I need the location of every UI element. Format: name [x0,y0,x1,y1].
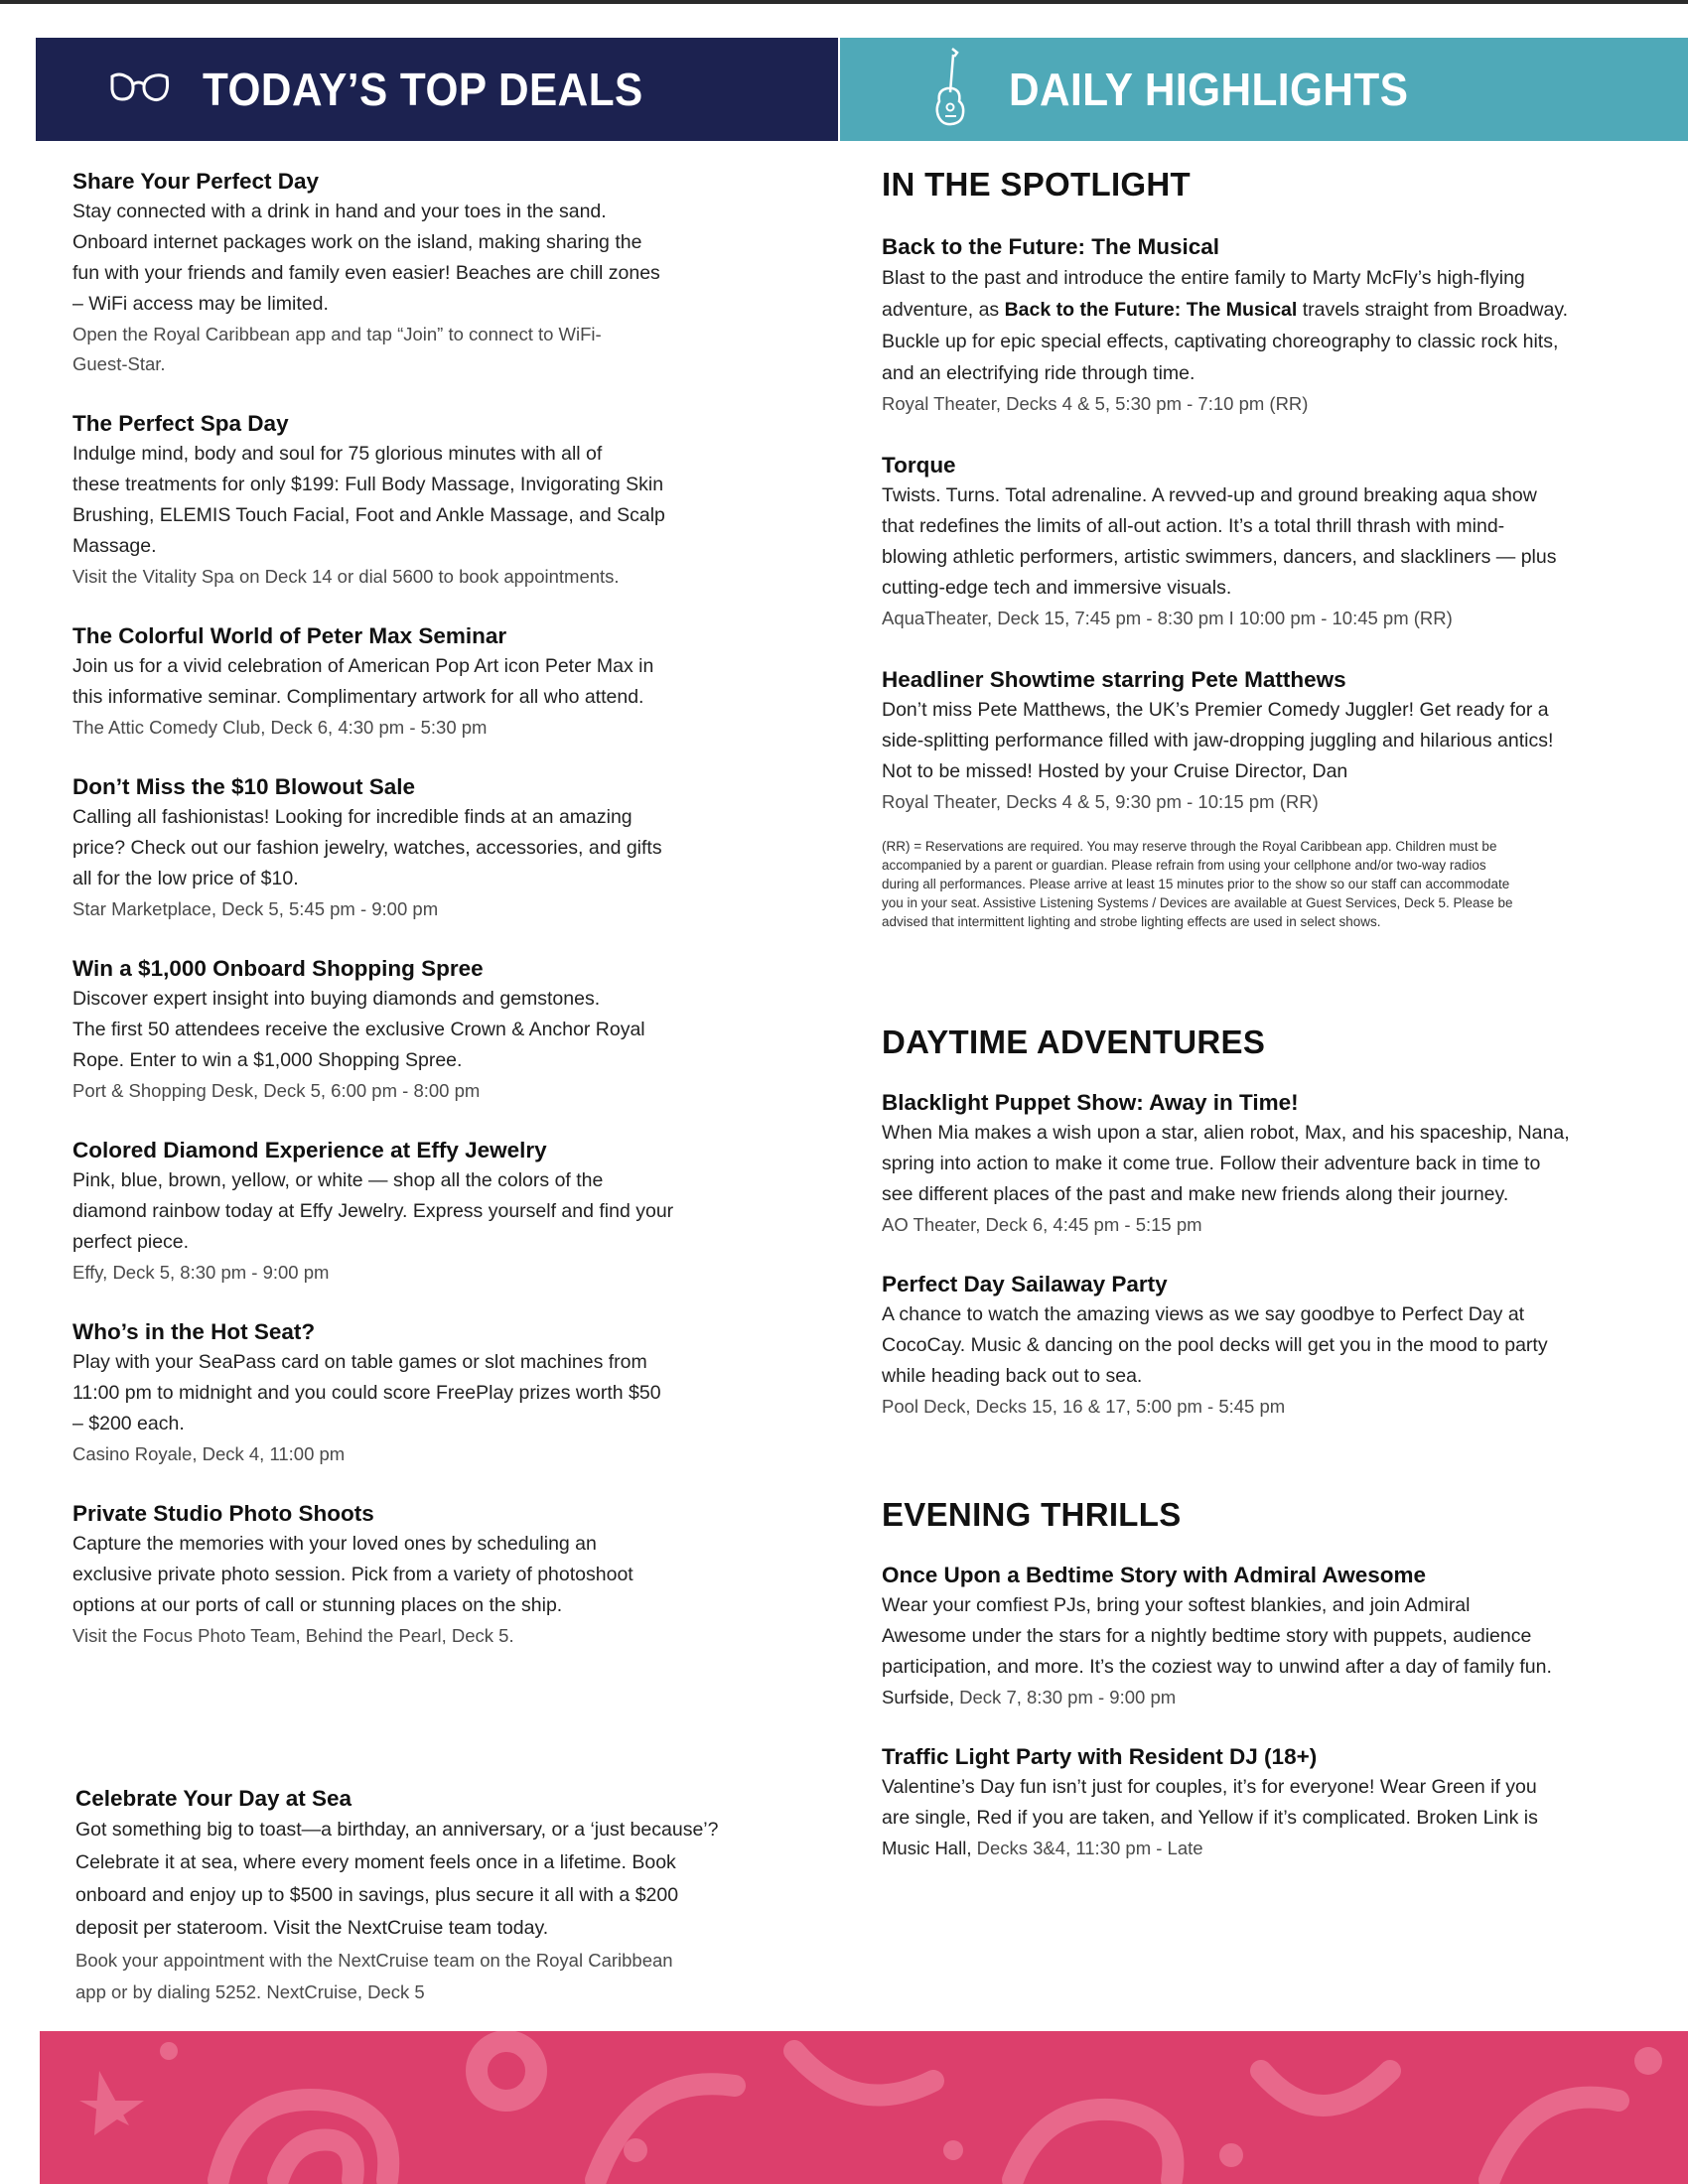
deal-location: Port & Shopping Desk, Deck 5, 6:00 pm - 8:00 pm [72,1080,481,1101]
deal-description: Play with your SeaPass card on table games or slot machines from 11:00 pm to midnight and you could score FreePlay prizes worth $50 – $200 each. [72,1351,661,1434]
event-location: Music Hall, Decks 3&4, 11:30 pm - Late [882,1838,1203,1858]
deal-title: The Perfect Spa Day [72,411,289,436]
deal-description: Capture the memories with your loved ones by scheduling an exclusive private photo session. Pick from a variety of photoshoot options at our ports of call or stunning places on the ship. [72,1533,633,1616]
deal-description: Got something big to toast—a birthday, an anniversary, or a ‘just because’? Celebrate it at sea, where every moment feels once in a lifetime. Book onboard and enjoy up to $500 in savings, plus secure it all with a $200 deposit per stateroom. Visit the NextCruise team today. [75,1819,719,1939]
deal-title: The Colorful World of Peter Max Seminar [72,623,507,648]
event-title: Once Upon a Bedtime Story with Admiral Awesome [882,1563,1427,1587]
section-title-evening: EVENING THRILLS [882,1496,1182,1533]
highlights-header-title: DAILY HIGHLIGHTS [1009,64,1409,115]
event-bedtime-story [882,1561,1666,1712]
deal-description: Discover expert insight into buying diamonds and gemstones. The first 50 attendees receive the exclusive Crown & Anchor Royal Rope. Enter to win a $1,000 Shopping Spree. [72,988,645,1071]
event-title: Blacklight Puppet Show: Away in Time! [882,1090,1299,1115]
event-title: Headliner Showtime starring Pete Matthews [882,667,1346,692]
deal-peter-max-seminar [72,621,787,743]
deal-shopping-spree [72,954,787,1106]
event-description: Don’t miss Pete Matthews, the UK’s Premier Comedy Juggler! Get ready for a side-splitting performance filled with jaw-dropping juggling and hilarious antics! Not to be missed! Hosted by your Cruise Director, Dan [882,699,1554,782]
event-title: Perfect Day Sailaway Party [882,1272,1168,1297]
deal-share-perfect-day [72,167,787,379]
deal-title: Share Your Perfect Day [72,169,320,194]
footer-pattern-band [40,2031,1688,2184]
event-location: AquaTheater, Deck 15, 7:45 pm - 8:30 pm I 10:00 pm - 10:45 pm (RR) [882,608,1453,628]
deal-title: Win a $1,000 Onboard Shopping Spree [72,956,484,981]
deal-title: Colored Diamond Experience at Effy Jewelry [72,1138,547,1162]
section-title-spotlight: IN THE SPOTLIGHT [882,166,1191,203]
event-location: Surfside, Deck 7, 8:30 pm - 9:00 pm [882,1687,1177,1707]
deal-title: Celebrate Your Day at Sea [75,1786,352,1811]
glasses-icon [109,70,171,109]
highlights-column [882,163,1666,1863]
event-sailaway-party [882,1270,1666,1422]
deals-header [36,38,838,141]
deal-photo-shoots [72,1499,787,1651]
event-title: Traffic Light Party with Resident DJ (18+) [882,1744,1318,1769]
section-title-daytime: DAYTIME ADVENTURES [882,1024,1266,1060]
deal-description: Pink, blue, brown, yellow, or white — shop all the colors of the diamond rainbow today at Effy Jewelry. Express yourself and find your perfect piece. [72,1169,674,1253]
deal-location: Effy, Deck 5, 8:30 pm - 9:00 pm [72,1262,330,1283]
deals-header-title: TODAY’S TOP DEALS [203,64,643,115]
event-blacklight-puppet-show [882,1088,1666,1240]
deal-location: Visit the Vitality Spa on Deck 14 or dial 5600 to book appointments. [72,566,620,587]
event-description: Valentine’s Day fun isn’t just for couples, it’s for everyone! Wear Green if you are single, Red if you are taken, and Yellow if it’s complicated. Broken Link is [882,1776,1538,1829]
event-description: Twists. Turns. Total adrenaline. A revved-up and ground breaking aqua show that redefines the limits of all-out action. It’s a total thrill thrash with mind- blowing athletic performers, artistic swimmers, dancers, and slackliners — plus cutting-edge tech and immersive visuals. [882,484,1557,599]
reservation-disclaimer: (RR) = Reservations are required. You may reserve through the Royal Caribbean app. Children must be accompanied by a parent or guardian. Please refrain from using your cellphone and/or two-way radios during all performances. Please arrive at least 15 minutes prior to the show so our staff can accommodate you in your seat. Assistive Listening Systems / Devices are available at Guest Services, Deck 5. Please be advised that intermittent lighting and strobe lighting effects are used in select shows. [882,839,1513,929]
event-headliner-showtime [882,665,1666,817]
deal-description: Join us for a vivid celebration of American Pop Art icon Peter Max in this informative seminar. Complimentary artwork for all who attend. [72,655,654,708]
event-torque [882,451,1666,633]
event-title: Back to the Future: The Musical [882,234,1220,259]
deal-title: Don’t Miss the $10 Blowout Sale [72,774,416,799]
deal-hot-seat [72,1317,787,1469]
event-description: When Mia makes a wish upon a star, alien robot, Max, and his spaceship, Nana, spring into action to make it come true. Follow their adventure back in time to see different places of the past and make new friends along their journey. [882,1122,1570,1205]
deals-column [72,167,787,2008]
deal-effy-diamond [72,1136,787,1288]
deal-description: Stay connected with a drink in hand and your toes in the sand. Onboard internet packages work on the island, making sharing the fun with your friends and family even easier! Beaches are chill zones – WiFi access may be limited. [72,201,660,315]
deal-blowout-sale [72,772,787,924]
event-location: Royal Theater, Decks 4 & 5, 5:30 pm - 7:10 pm (RR) [882,393,1309,414]
event-description: Wear your comfiest PJs, bring your softest blankies, and join Admiral Awesome under the stars for a nightly bedtime story with puppets, audience participation, and more. It’s the coziest way to unwind after a day of family fun. [882,1594,1552,1678]
deal-location: Casino Royale, Deck 4, 11:00 pm [72,1443,346,1464]
event-traffic-light-party [882,1742,1666,1863]
event-location: AO Theater, Deck 6, 4:45 pm - 5:15 pm [882,1214,1202,1235]
deal-title: Private Studio Photo Shoots [72,1501,374,1526]
event-description: Blast to the past and introduce the entire family to Marty McFly’s high-flying adventure, as Back to the Future: The Musical travels straight from Broadway. Buckle up for epic special effects, captivating choreography to classic rock hits, and an electrifying ride through time. [882,267,1569,384]
event-back-to-the-future [882,232,1666,419]
deal-location: Open the Royal Caribbean app and tap “Join” to connect to WiFi- Guest-Star. [72,324,602,374]
deal-celebrate-day-at-sea [75,1784,787,2008]
deal-perfect-spa-day [72,409,787,592]
event-description: A chance to watch the amazing views as we say goodbye to Perfect Day at CocoCay. Music & dancing on the pool decks will get you in the mood to party while heading back out to sea. [882,1303,1548,1387]
event-location: Pool Deck, Decks 15, 16 & 17, 5:00 pm - 5:45 pm [882,1396,1286,1417]
deal-location: Visit the Focus Photo Team, Behind the Pearl, Deck 5. [72,1625,514,1646]
deal-description: Indulge mind, body and soul for 75 glorious minutes with all of these treatments for only $199: Full Body Massage, Invigorating Skin Brushing, ELEMIS Touch Facial, Foot and Ankle Massage, and Scalp Massage. [72,443,665,557]
highlights-header [840,38,1688,141]
deal-location: Star Marketplace, Deck 5, 5:45 pm - 9:00 pm [72,898,439,919]
event-title: Torque [882,453,956,478]
deal-location: The Attic Comedy Club, Deck 6, 4:30 pm - 5:30 pm [72,717,488,738]
guitar-icon [933,47,967,133]
deal-description: Calling all fashionistas! Looking for incredible finds at an amazing price? Check out our fashion jewelry, watches, accessories, and gifts all for the low price of $10. [72,806,662,889]
deal-location: Book your appointment with the NextCruise team on the Royal Caribbean app or by dialing 5252. NextCruise, Deck 5 [75,1950,673,2002]
event-location: Royal Theater, Decks 4 & 5, 9:30 pm - 10:15 pm (RR) [882,791,1319,812]
deal-title: Who’s in the Hot Seat? [72,1319,316,1344]
footer-pattern-art [40,2031,1688,2184]
top-border-line [0,0,1688,4]
